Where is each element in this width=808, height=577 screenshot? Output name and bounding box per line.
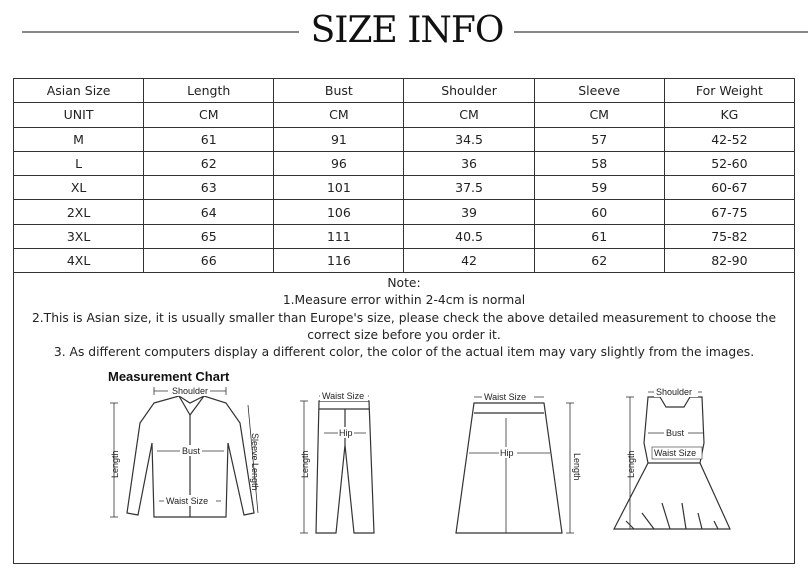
table-cell: 91 <box>274 127 404 151</box>
measurement-chart-title: Measurement Chart <box>108 369 230 384</box>
table-cell: 59 <box>534 176 664 200</box>
table-cell: 67-75 <box>664 200 794 224</box>
shirt-bust-label: Bust <box>182 446 201 456</box>
table-cell: 96 <box>274 151 404 175</box>
table-row <box>14 224 795 248</box>
header-cell: For Weight <box>664 79 794 103</box>
table-cell: 58 <box>534 151 664 175</box>
skirt-hip-label: Hip <box>500 448 514 458</box>
table-cell: CM <box>144 103 274 127</box>
table-cell: 4XL <box>14 249 144 273</box>
table-cell: 116 <box>274 249 404 273</box>
table-cell: 39 <box>404 200 534 224</box>
table-row <box>14 200 795 224</box>
size-info-header <box>0 0 808 62</box>
table-cell: 60-67 <box>664 176 794 200</box>
header-divider-right <box>514 31 808 33</box>
shirt-length-label: Length <box>110 450 120 478</box>
notes-text <box>14 273 794 361</box>
table-cell: M <box>14 127 144 151</box>
pants-illustration <box>316 401 374 533</box>
shirt-waist-label: Waist Size <box>166 496 209 506</box>
pants-hip-label: Hip <box>339 428 353 438</box>
table-cell: 3XL <box>14 224 144 248</box>
table-cell: 75-82 <box>664 224 794 248</box>
header-divider-left <box>22 31 299 33</box>
table-cell: 111 <box>274 224 404 248</box>
table-cell: 37.5 <box>404 176 534 200</box>
table-cell: 106 <box>274 200 404 224</box>
table-header-row <box>14 79 795 103</box>
table-cell: 36 <box>404 151 534 175</box>
table-cell: 62 <box>534 249 664 273</box>
table-cell: L <box>14 151 144 175</box>
table-row <box>14 127 795 151</box>
note-line-3: 3. As different computers display a different color, the color of the actual item may vary slightly from the images. <box>53 345 755 360</box>
notes-panel <box>13 273 795 564</box>
page-title: SIZE INFO <box>310 10 504 51</box>
table-cell: CM <box>404 103 534 127</box>
table-cell: XL <box>14 176 144 200</box>
header-cell: Asian Size <box>14 79 144 103</box>
shirt-sleeve-label: Sleeve Length <box>250 433 260 491</box>
table-cell: 101 <box>274 176 404 200</box>
table-cell: 82-90 <box>664 249 794 273</box>
table-cell: 40.5 <box>404 224 534 248</box>
header-cell: Sleeve <box>534 79 664 103</box>
header-cell: Bust <box>274 79 404 103</box>
table-row <box>14 151 795 175</box>
note-line-2: 2.This is Asian size, it is usually smaller than Europe's size, please check the above detailed measurement to choose the correct size before you order it. <box>31 310 777 342</box>
table-row <box>14 103 795 127</box>
table-cell: 66 <box>144 249 274 273</box>
table-cell: 62 <box>144 151 274 175</box>
skirt-length-label: Length <box>572 453 582 481</box>
dress-waist-label: Waist Size <box>654 448 697 458</box>
table-cell: 63 <box>144 176 274 200</box>
table-row <box>14 176 795 200</box>
table-cell: 61 <box>534 224 664 248</box>
skirt-measure-lines <box>469 397 574 533</box>
table-cell: 34.5 <box>404 127 534 151</box>
measurement-chart <box>14 363 794 563</box>
dress-length-label: Length <box>626 450 636 478</box>
skirt-waist-label: Waist Size <box>484 392 527 402</box>
measurement-chart-illustrations <box>14 363 794 563</box>
pants-waist-label: Waist Size <box>322 391 365 401</box>
pants-measure-lines <box>300 396 369 533</box>
table-cell: UNIT <box>14 103 144 127</box>
table-cell: 60 <box>534 200 664 224</box>
note-line-1: 1.Measure error within 2-4cm is normal <box>282 293 526 308</box>
dress-shoulder-label: Shoulder <box>656 387 693 397</box>
table-cell: 42 <box>404 249 534 273</box>
header-cell: Length <box>144 79 274 103</box>
skirt-outline <box>456 403 562 533</box>
table-cell: 57 <box>534 127 664 151</box>
table-cell: CM <box>534 103 664 127</box>
table-cell: 61 <box>144 127 274 151</box>
table-cell: 64 <box>144 200 274 224</box>
table-row <box>14 249 795 273</box>
skirt-illustration <box>456 403 562 533</box>
dress-measure-lines <box>626 392 704 529</box>
table-cell: 65 <box>144 224 274 248</box>
notes-heading: Note: <box>387 276 421 290</box>
table-cell: 2XL <box>14 200 144 224</box>
table-cell: KG <box>664 103 794 127</box>
pants-length-label: Length <box>300 450 310 478</box>
shirt-shoulder-label: Shoulder <box>172 386 209 396</box>
size-table <box>13 78 795 273</box>
table-cell: 52-60 <box>664 151 794 175</box>
dress-bust-label: Bust <box>666 428 685 438</box>
table-cell: 42-52 <box>664 127 794 151</box>
header-cell: Shoulder <box>404 79 534 103</box>
table-cell: CM <box>274 103 404 127</box>
